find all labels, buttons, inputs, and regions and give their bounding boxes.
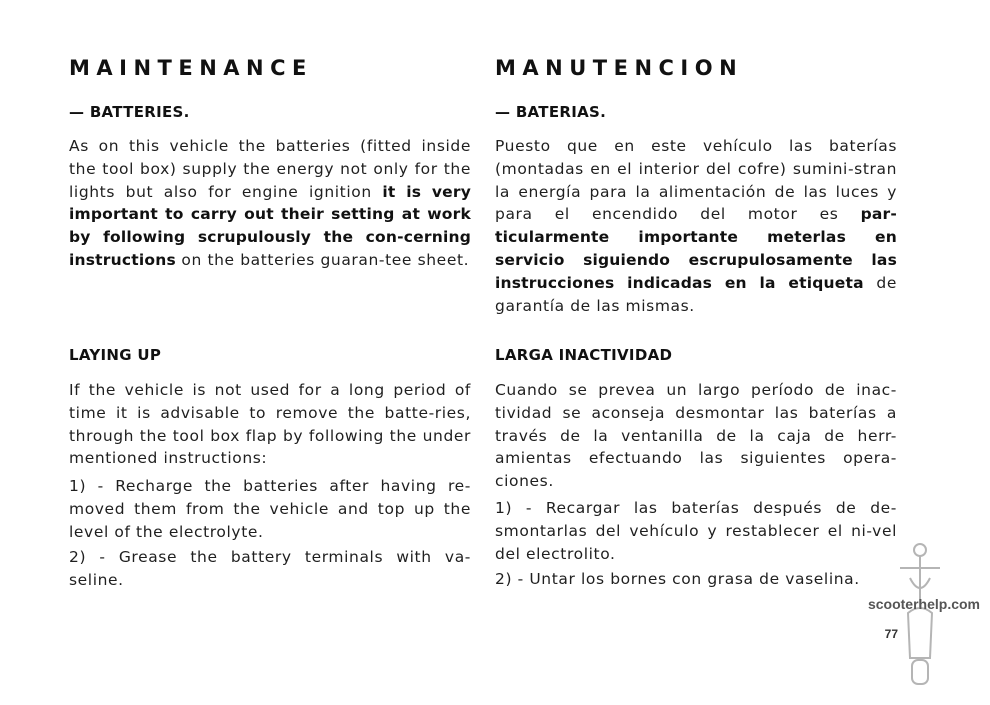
paso-1-paragraph: 1) - Recargar las baterías después de de-smontarlas del vehículo y restablecer el ni-vel del electrolito.	[495, 499, 897, 563]
baterias-text-end: de garantía de las mismas.	[495, 273, 897, 315]
step-1-paragraph: 1) - Recharge the batteries after having re-moved them from the vehicle and top up the level of the electrolyte.	[69, 477, 471, 541]
manutencion-title: MANUTENCION	[495, 56, 744, 80]
site-watermark: scooterhelp.com	[867, 596, 980, 612]
batteries-text-end: on the batteries guaran-tee sheet.	[175, 250, 470, 269]
maintenance-title: MAINTENANCE	[69, 56, 313, 80]
baterias-heading: — BATERIAS.	[495, 103, 607, 121]
larga-inactividad-paragraph: Cuando se prevea un largo período de inac-tividad se aconseja desmontar las baterías a través de la ventanilla de la caja de herr-amientas efectuando las siguientes opera-ciones.	[495, 381, 897, 491]
laying-up-paragraph: If the vehicle is not used for a long period of time it is advisable to remove the batte-ries, through the tool box flap by following the under mentioned instructions:	[69, 381, 471, 468]
laying-up-heading: LAYING UP	[69, 346, 162, 364]
larga-inactividad-heading: LARGA INACTIVIDAD	[495, 346, 673, 364]
baterias-text-start: Puesto que en este vehículo las baterías (montadas en el interior del cofre) sumini-stran la energía para la alimentación de las luces y para el encendido del motor es	[495, 137, 897, 224]
batteries-text-start: As on this vehicle the batteries (fitted inside the tool box) supply the energy not only for the lights but also for engine ignition	[69, 137, 471, 201]
paso-2-paragraph: 2) - Untar los bornes con grasa de vaselina.	[495, 570, 860, 588]
page-number: 77	[884, 627, 898, 641]
baterias-paragraph	[495, 135, 897, 317]
batteries-heading: — BATTERIES.	[69, 103, 190, 121]
scooter-logo-icon	[890, 538, 950, 688]
baterias-text-bold: par-ticularmente importante meterlas en servicio siguiendo escrupulosamente las instrucciones indicadas en la etiqueta	[495, 205, 897, 292]
step-2-paragraph: 2) - Grease the battery terminals with va-seline.	[69, 548, 471, 589]
batteries-text-bold: it is very important to carry out their setting at work by following scrupulously the con-cerning instructions	[69, 182, 471, 269]
batteries-paragraph	[69, 135, 471, 272]
